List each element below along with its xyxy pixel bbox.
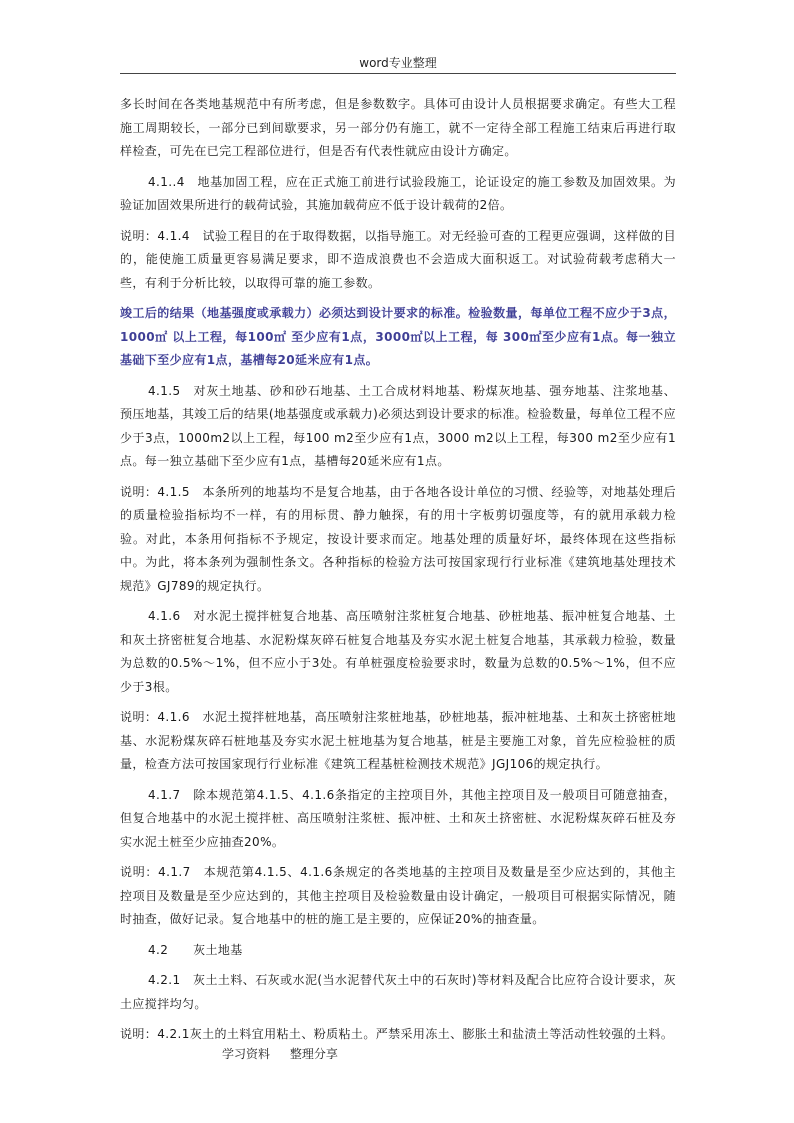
note-4-1-5: 说明：4.1.5 本条所列的地基均不是复合地基，由于各地各设计单位的习惯、经验等，对地基处理后的质量检验指标均不一样，有的用标贯、静力触探，有的用十字板剪切强度等，有的就用承载力检验。对此，本条用何指标不予规定，按设计要求而定。地基处理的质量好坏，最终体现在这些指标中。为此，将本条列为强制性条文。各种指标的检验方法可按国家现行行业标准《建筑地基处理技术规范》GJ789的规定执行。 xyxy=(120,484,676,593)
page-header: word专业整理 xyxy=(359,56,437,70)
note-4-1-7: 说明：4.1.7 本规范第4.1.5、4.1.6条规定的各类地基的主控项目及数量是至少应达到的，其他主控项目及数量是至少应达到的，其他主控项目及检验数量由设计确定，一般项目可根据实际情况，随时抽查，做好记录。复合地基中的桩的施工是主要的，应保证20%的抽查量。 xyxy=(120,865,676,926)
footer-left-text: 学习资料 xyxy=(222,1047,271,1061)
clause-4-2-1: 4.2.1 灰土土料、石灰或水泥(当水泥替代灰土中的石灰时)等材料及配合比应符合设计要求，灰土应搅拌均匀。 xyxy=(120,973,676,1011)
note-4-1-4: 说明：4.1.4 试验工程目的在于取得数据，以指导施工。对无经验可查的工程更应强调，这样做的目的，能使施工质量更容易满足要求，即不造成浪费也不会造成大面积返工。对试验荷载考虑稍大一些，有利于分析比较，以取得可靠的施工参数。 xyxy=(120,228,676,290)
document-body xyxy=(120,93,676,1054)
section-heading-4-2: 4.2 灰土地基 xyxy=(148,942,243,957)
clause-4-1-4: 4.1..4 地基加固工程，应在正式施工前进行试验段施工，论证设定的施工参数及加固效果。为验证加固效果所进行的载荷试验，其施加载荷应不低于设计载荷的2倍。 xyxy=(120,174,676,212)
clause-4-1-5: 4.1.5 对灰土地基、砂和砂石地基、土工合成材料地基、粉煤灰地基、强夯地基、注浆地基、预压地基，其竣工后的结果(地基强度或承载力)必须达到设计要求的标准。检验数量，每单位工程不应少于3点，1000m2以上工程，每100 m2至少应有1点，3000 m2以上工程，每300 m2至少应有1点。每一独立基础下至少应有1点，基槽每20延米应有1点。 xyxy=(120,383,676,468)
note-4-2-1: 说明：4.2.1灰土的土料宜用粘土、粉质粘土。严禁采用冻土、膨胀土和盐渍土等活动性较强的土料。 xyxy=(120,1027,674,1041)
clause-4-1-6: 4.1.6 对水泥土搅拌桩复合地基、高压喷射注浆桩复合地基、砂桩地基、振冲桩复合地基、土和灰土挤密桩复合地基、水泥粉煤灰碎石桩复合地基及夯实水泥土桩复合地基，其承载力检验，数量为总数的0.5%～1%，但不应小于3处。有单桩强度检验要求时，数量为总数的0.5%～1%，但不应少于3根。 xyxy=(120,609,676,694)
paragraph-continuation: 多长时间在各类地基规范中有所考虑，但是参数数字。具体可由设计人员根据要求确定。有些大工程施工周期较长，一部分已到间歇要求，另一部分仍有施工，就不一定待全部工程施工结束后再进行取样检查，可先在已完工程部位进行，但是否有代表性就应由设计方确定。 xyxy=(120,97,676,158)
highlighted-requirement: 竣工后的结果（地基强度或承载力）必须达到设计要求的标准。检验数量，每单位工程不应少于3点，1000㎡ 以上工程，每100㎡ 至少应有1点，3000㎡以上工程，每 300㎡至少应有1点。每一独立基础下至少应有1点，基槽每20延米应有1点。 xyxy=(120,306,676,367)
note-4-1-6: 说明：4.1.6 水泥土搅拌桩地基，高压喷射注浆桩地基，砂桩地基，振冲桩地基、土和灰土挤密桩地基、水泥粉煤灰碎石桩地基及夯实水泥土桩地基为复合地基，桩是主要施工对象，首先应检验桩的质量，检查方法可按国家现行行业标准《建筑工程基桩检测技术规范》JGJ106的规定执行。 xyxy=(120,710,676,771)
header-divider xyxy=(120,73,676,74)
footer-right-text: 整理分享 xyxy=(289,1047,338,1061)
page-footer xyxy=(222,1045,354,1062)
clause-4-1-7: 4.1.7 除本规范第4.1.5、4.1.6条指定的主控项目外，其他主控项目及一般项目可随意抽查，但复合地基中的水泥土搅拌桩、高压喷射注浆桩、振冲桩、土和灰土挤密桩、水泥粉煤灰碎石桩及夯实水泥土桩至少应抽查20%。 xyxy=(120,787,676,849)
